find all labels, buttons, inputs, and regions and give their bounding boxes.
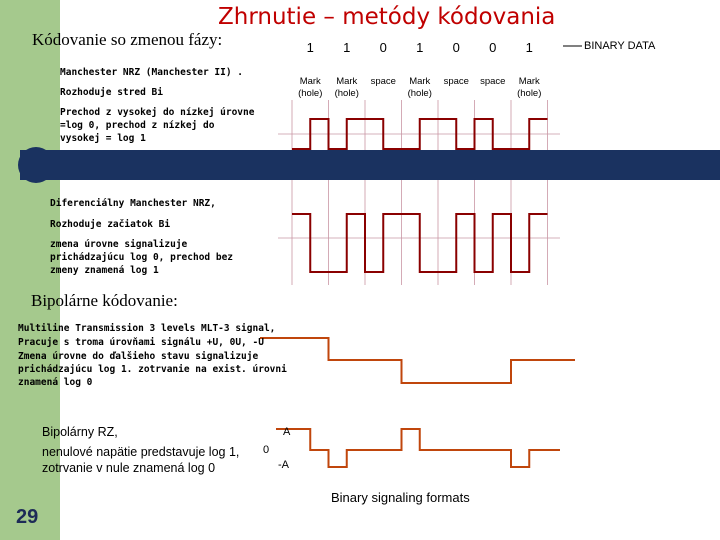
manchester-title: Manchester NRZ (Manchester II) . [60,67,244,78]
navy-separator-band [20,150,720,180]
bit-value: 0 [379,40,387,55]
mark-label: space [443,76,469,87]
bit-value: 1 [306,40,314,55]
mark-sub-label: (hole) [407,88,432,99]
bipolar-rz-title: Bipolárny RZ, [42,425,118,439]
mlt3-levels: Pracuje s troma úrovňami signálu +U, 0U, -U [18,337,264,348]
bit-value: 0 [452,40,460,55]
level-positive-label: A [283,426,291,438]
bit-value: 0 [489,40,497,55]
bipolar-heading: Bipolárne kódovanie: [31,291,178,310]
slide-title: Zhrnutie – metódy kódovania [218,4,556,30]
level-zero-label: 0 [263,444,270,456]
diff-manchester-trace [292,214,548,272]
manchester-desc: Prechod z vysokej do nízkej úrovne =log 0, prechod z nízkej do vysokej = log 1 [60,107,255,144]
mark-label: space [480,76,506,87]
mark-label: Mark [409,76,431,87]
bit-value: 1 [525,40,533,55]
mlt3-title: Multiline Transmission 3 levels MLT-3 signal, [18,323,276,334]
mlt3-desc: Zmena úrovne do ďalšieho stavu signalizuje prichádzajúcu log 1. zotrvanie na exist. úrovni znamená log 0 [18,351,287,388]
navy-band-cap [18,147,54,183]
bipolar-rz-desc: nenulové napätie predstavuje log 1, zotrvanie v nule znamená log 0 [42,445,240,475]
slide-subtitle: Kódovanie so zmenou fázy: [32,30,223,49]
mark-sub-label: (hole) [517,88,542,99]
bit-value: 1 [416,40,424,55]
diff-manchester-title: Diferenciálny Manchester NRZ, [50,198,216,209]
mark-label: Mark [299,76,321,87]
mark-label: Mark [336,76,358,87]
mark-label: Mark [518,76,540,87]
diff-manchester-decides: Rozhoduje začiatok Bi [50,219,171,230]
mark-sub-label: (hole) [334,88,359,99]
mark-label: space [370,76,396,87]
page-number: 29 [16,506,39,528]
mark-sub-label: (hole) [298,88,323,99]
mlt3-trace [260,338,575,383]
level-negative-label: -A [278,459,289,471]
bipolar-rz-trace [276,429,560,467]
bit-value: 1 [343,40,351,55]
manchester-decides: Rozhoduje stred Bi [60,87,163,98]
binary-data-label: BINARY DATA [584,40,656,52]
diagram-caption: Binary signaling formats [331,490,470,505]
diff-manchester-desc: zmena úrovne signalizuje prichádzajúcu log 0, prechod bez zmeny znamená log 1 [50,239,234,276]
